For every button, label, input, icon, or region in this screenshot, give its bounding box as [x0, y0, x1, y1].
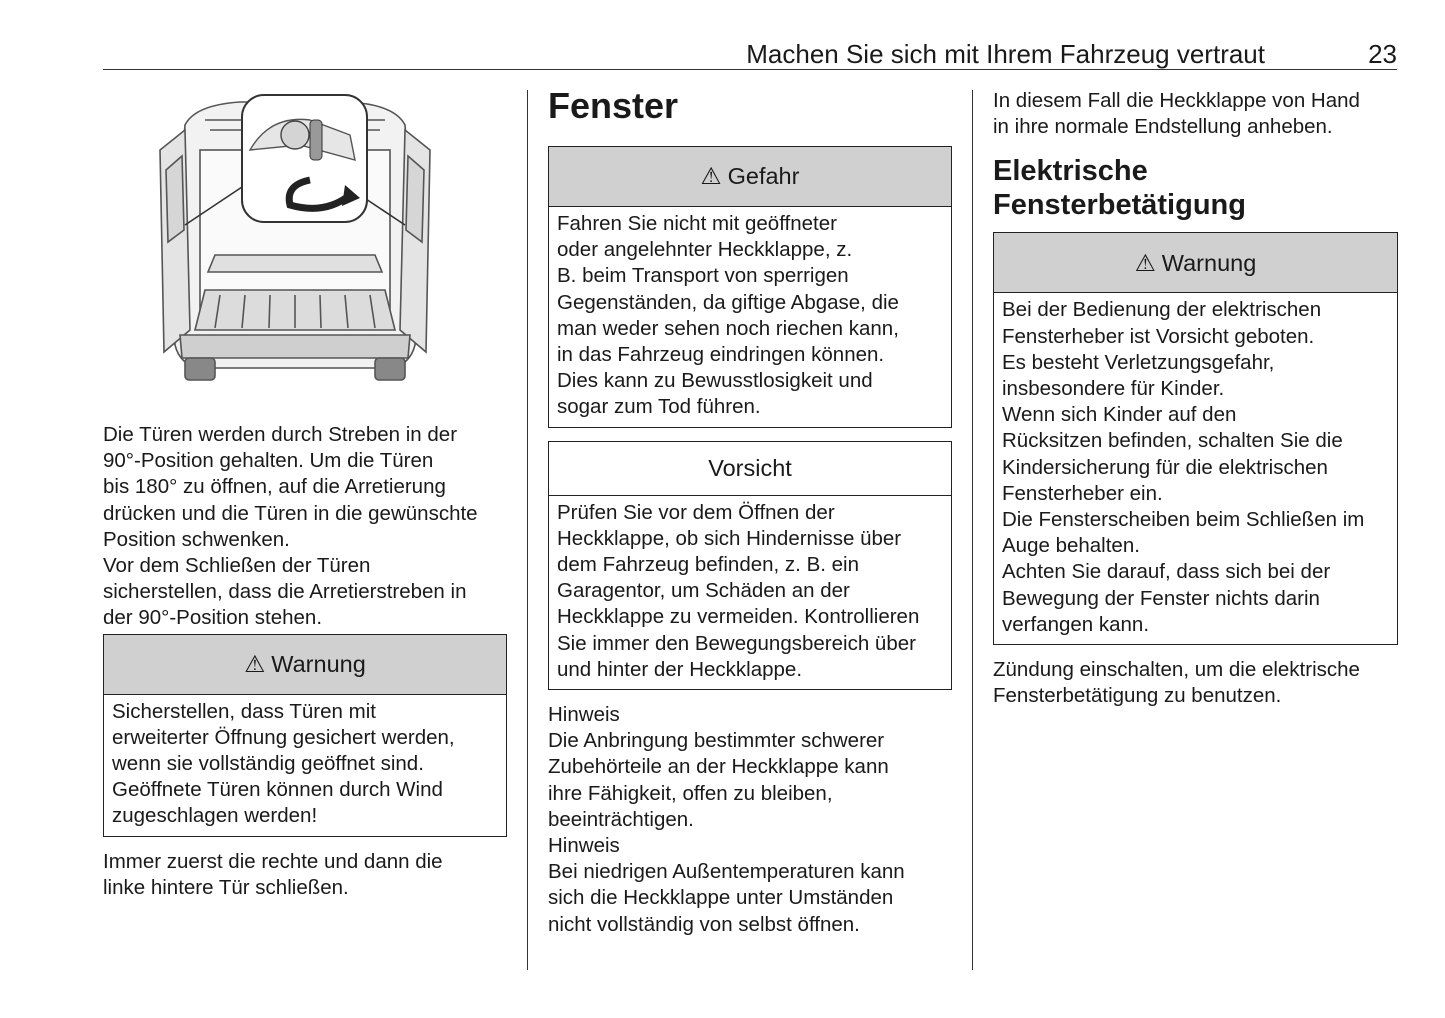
text-line: dem Fahrzeug befinden, z. B. ein: [557, 553, 859, 577]
text-line: in ihre normale Endstellung anheben.: [993, 115, 1333, 139]
note-label: Hinweis: [548, 834, 620, 858]
text-line: B. beim Transport von sperrigen: [557, 264, 849, 288]
text-line: Sie immer den Bewegungsbereich über: [557, 631, 916, 655]
text-line: Es besteht Verletzungsgefahr,: [1002, 350, 1275, 374]
column-divider-1: [527, 90, 528, 970]
van-rear-doors-illustration: [150, 90, 440, 390]
text-line: Heckklappe zu vermeiden. Kontrollieren: [557, 605, 920, 629]
text-line: man weder sehen noch riechen kann,: [557, 316, 899, 340]
warning-box-header: [994, 233, 1397, 293]
warning-title: Warnung: [1161, 249, 1257, 276]
text-line: Die Anbringung bestimmter schwerer: [548, 729, 885, 753]
text-line: 90°-Position gehalten. Um die Türen: [103, 449, 434, 473]
text-line: und hinter der Heckklappe.: [557, 657, 803, 681]
text-line: drücken und die Türen in die gewünschte: [103, 501, 478, 525]
column-1: [103, 422, 513, 901]
text-line: Bei niedrigen Außentemperaturen kann: [548, 860, 905, 884]
text-line: Kindersicherung für die elektrischen: [1002, 455, 1328, 479]
text-line: insbesondere für Kinder.: [1002, 377, 1225, 401]
text-line: linke hintere Tür schließen.: [103, 875, 349, 899]
text-line: Sicherstellen, dass Türen mit: [112, 699, 376, 723]
danger-box: [548, 146, 952, 428]
text-line: Fensterheber ist Vorsicht geboten.: [1002, 324, 1315, 348]
warning-box-body: [994, 293, 1397, 644]
text-line: zugeschlagen werden!: [112, 804, 318, 828]
text-line: Achten Sie darauf, dass sich bei der: [1002, 560, 1331, 584]
text-line: Immer zuerst die rechte und dann die: [103, 849, 443, 873]
section-heading-fensterbetaetigung: Elektrische Fensterbetätigung: [993, 155, 1246, 222]
text-line: Die Fensterscheiben beim Schließen im: [1002, 508, 1365, 532]
warning-triangle-icon: ⚠: [700, 163, 722, 190]
text-line: bis 180° zu öffnen, auf die Arretierung: [103, 475, 446, 499]
text-line: der 90°-Position stehen.: [103, 606, 323, 630]
text-line: Fensterheber ein.: [1002, 481, 1163, 505]
page-number: 23: [1368, 39, 1397, 69]
text-line: Geöffnete Türen können durch Wind: [112, 778, 443, 802]
header-rule: [103, 69, 1397, 70]
text-line: Gegenständen, da giftige Abgase, die: [557, 290, 899, 314]
column-divider-2: [972, 90, 973, 970]
column-3: [993, 88, 1398, 709]
text-line: nicht vollständig von selbst öffnen.: [548, 912, 860, 936]
danger-box-header: [549, 147, 951, 207]
text-line: Wenn sich Kinder auf den: [1002, 403, 1237, 427]
text-line: erweiterter Öffnung gesichert werden,: [112, 725, 455, 749]
warning-box-body: [104, 695, 506, 836]
danger-box-body: [549, 207, 951, 427]
text-line: Fensterbetätigung zu benutzen.: [993, 684, 1282, 708]
text-line: oder angelehnter Heckklappe, z.: [557, 238, 853, 262]
text-line: verfangen kann.: [1002, 612, 1150, 636]
caution-box: [548, 441, 952, 690]
text-line: Position schwenken.: [103, 527, 290, 551]
text-line: Dies kann zu Bewusstlosigkeit und: [557, 369, 873, 393]
text-line: Die Türen werden durch Streben in der: [103, 423, 458, 446]
text-line: wenn sie vollständig geöffnet sind.: [112, 752, 424, 776]
text-line: Heckklappe, ob sich Hindernisse über: [557, 526, 902, 550]
text-line: Auge behalten.: [1002, 534, 1140, 558]
text-line: ihre Fähigkeit, offen zu bleiben,: [548, 781, 833, 805]
text-line: Prüfen Sie vor dem Öffnen der: [557, 500, 835, 524]
warning-box-header: [104, 635, 506, 695]
text-line: beeinträchtigen.: [548, 807, 694, 831]
column-2: [548, 86, 952, 938]
caution-box-header: Vorsicht: [549, 442, 951, 496]
text-line: sogar zum Tod führen.: [557, 395, 761, 419]
text-line: Bewegung der Fenster nichts darin: [1002, 586, 1320, 610]
warning-box: [993, 232, 1398, 645]
intro-paragraph: [103, 422, 513, 632]
text-line: Bei der Bedienung der elektrischen: [1002, 298, 1322, 322]
note-2: [548, 833, 952, 938]
text-line: Zündung einschalten, um die elektrische: [993, 658, 1360, 682]
warning-triangle-icon: ⚠: [244, 651, 266, 678]
note-1: [548, 702, 952, 833]
note-label: Hinweis: [548, 703, 620, 727]
text-line: Rücksitzen befinden, schalten Sie die: [1002, 429, 1343, 453]
danger-title: Gefahr: [727, 163, 800, 190]
text-line: Vor dem Schließen der Türen: [103, 554, 371, 578]
warning-box: [103, 634, 507, 837]
text-line: in das Fahrzeug eindringen können.: [557, 343, 885, 367]
warning-triangle-icon: ⚠: [1134, 249, 1156, 276]
closing-paragraph: [103, 849, 513, 901]
caution-box-body: [549, 496, 951, 689]
text-line: sich die Heckklappe unter Umständen: [548, 886, 894, 910]
closing-paragraph: [993, 657, 1398, 709]
running-header: Machen Sie sich mit Ihrem Fahrzeug vertraut: [746, 39, 1265, 69]
section-heading-fenster: Fenster: [548, 85, 679, 126]
text-line: In diesem Fall die Heckklappe von Hand: [993, 89, 1360, 112]
warning-title: Warnung: [271, 651, 366, 678]
text-line: sicherstellen, dass die Arretierstreben in: [103, 580, 467, 604]
intro-paragraph: [993, 88, 1398, 140]
text-line: Fahren Sie nicht mit geöffneter: [557, 212, 837, 235]
text-line: Zubehörteile an der Heckklappe kann: [548, 755, 889, 779]
text-line: Garagentor, um Schäden an der: [557, 579, 850, 603]
